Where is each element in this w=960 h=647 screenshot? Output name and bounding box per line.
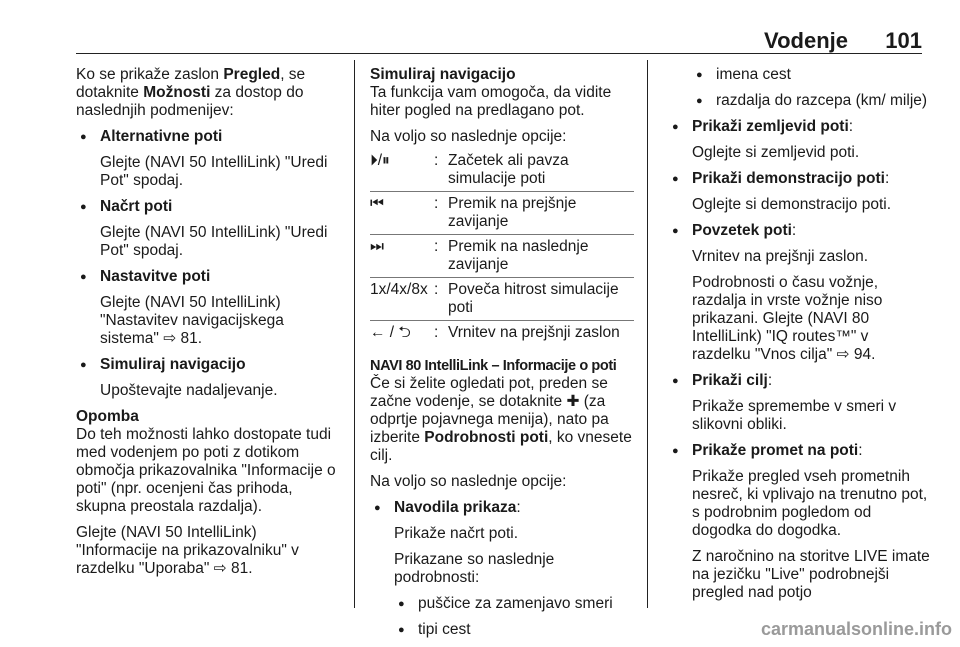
list-item: ● Prikaži cilj: [668,372,930,390]
list-item: ● Prikaži demonstracijo poti: [668,170,930,188]
list-item-desc: Oglejte si demonstracijo poti. [692,196,892,213]
column-divider [354,60,355,608]
option-row: ⏮ : Premik na prejšnje zavijanje [370,192,634,235]
list-item-desc: Prikaže spremembe v smeri v slikovni obliki. [692,398,897,433]
option-row: ← / ⮌ : Vrnitev na prejšnji zaslon [370,324,620,341]
back-icon: ← / ⮌ [370,324,411,341]
intro-paragraph: Ko se prikaže zaslon Pregled, se dotaknite Možnosti za dostop do naslednjih podmenijev: [76,66,306,119]
sub-list-item: ● tipi cest [370,621,634,639]
list-item-desc: Glejte (NAVI 50 IntelliLink) "Uredi Pot" spodaj. [100,154,328,189]
page-header [0,0,960,56]
header-rule [76,53,922,54]
list-item: ● Povzetek poti: [668,222,930,240]
list-item-desc: Oglejte si zemljevid poti. [692,144,860,161]
section-text: Če si želite ogledati pot, preden se začne vodenje, se dotaknite ✚ (za odprtje pojavnega menija), nato pa izberite Podrobnosti poti, ko vnesete cilj. [370,375,632,464]
speed-label: 1x/4x/8x [370,281,428,298]
option-row: 1x/4x/8x : Poveča hitrost simulacije poti [370,278,634,321]
page-title: Vodenje [764,28,848,53]
list-item-desc: Upoštevajte nadaljevanje. [100,382,278,399]
list-item-desc: Vrnitev na prejšnji zaslon. [692,248,869,265]
options-table [370,149,634,345]
list-item-desc: Prikaže načrt poti. [394,525,519,542]
previous-turn-icon: ⏮ [370,195,384,212]
list-item-desc: Glejte (NAVI 50 IntelliLink) "Uredi Pot" spodaj. [100,224,328,259]
watermark: carmanualsonline.info [760,619,952,639]
right-column [668,66,930,610]
section-text: Ta funkcija vam omogoča, da vidite hiter pogled na predlagano pot. [370,84,612,119]
middle-column [370,66,634,647]
next-turn-icon: ⏭ [370,238,384,255]
list-item-title: ● Alternativne poti [76,128,340,146]
options-label: Na voljo so naslednje opcije: [370,128,567,145]
list-item-title: ● Načrt poti [76,198,340,216]
note-reference: Glejte (NAVI 50 IntelliLink) "Informacije na prikazovalniku" v razdelku "Uporaba" ⇨ 81. [76,524,299,577]
list-item: ● Navodila prikaza: [370,499,634,517]
list-item-desc: Podrobnosti o času vožnje, razdalja in vrste vožnje niso prikazani. Glejte (NAVI 80 IntelliLink) "IQ routes™" v razdelku "Vnos cilja" ⇨ 94. [692,274,883,363]
list-item-title: ● Nastavitve poti [76,268,340,286]
list-item-desc: Prikaže pregled vseh prometnih nesreč, ki vplivajo na trenutno pot, s podrobnim pogledom od dogodka do dogodka. [692,468,928,539]
options-label: Na voljo so naslednje opcije: [370,473,567,490]
option-row: ⏭ : Premik na naslednje zavijanje [370,235,634,278]
play-pause-icon: ⏵/⏸ [370,152,390,169]
page-number: 101 [885,28,922,53]
list-item: ● Prikaži zemljevid poti: [668,118,930,136]
note-text: Do teh možnosti lahko dostopate tudi med vodenjem po poti z dotikom območja prikazovalnika "Informacije o poti" (npr. ocenjeni čas prihoda, skupna preostala razdalja). [76,426,336,515]
list-item-desc: Glejte (NAVI 50 IntelliLink) "Nastavitev navigacijskega sistema" ⇨ 81. [100,294,284,347]
section-title: NAVI 80 IntelliLink – Informacije o poti [370,358,617,374]
note-title: Opomba [76,408,139,425]
list-item-desc: Z naročnino na storitve LIVE imate na jezičku "Live" podrobnejši pregled nad potjo [692,548,930,601]
option-row: ⏵/⏸ : Začetek ali pavza simulacije poti [370,149,634,192]
sub-list-item: ● razdalja do razcepa (km/ milje) [668,92,930,110]
list-item-desc: Prikazane so naslednje podrobnosti: [394,551,555,586]
sub-list-item: ● puščice za zamenjavo smeri [370,595,634,613]
left-column [76,66,340,586]
sub-list-item: ● imena cest [668,66,930,84]
list-item: ● Prikaže promet na poti: [668,442,930,460]
section-title: Simuliraj navigacijo [370,66,516,83]
list-item-title: ● Simuliraj navigacijo [76,356,340,374]
column-divider [647,60,648,608]
